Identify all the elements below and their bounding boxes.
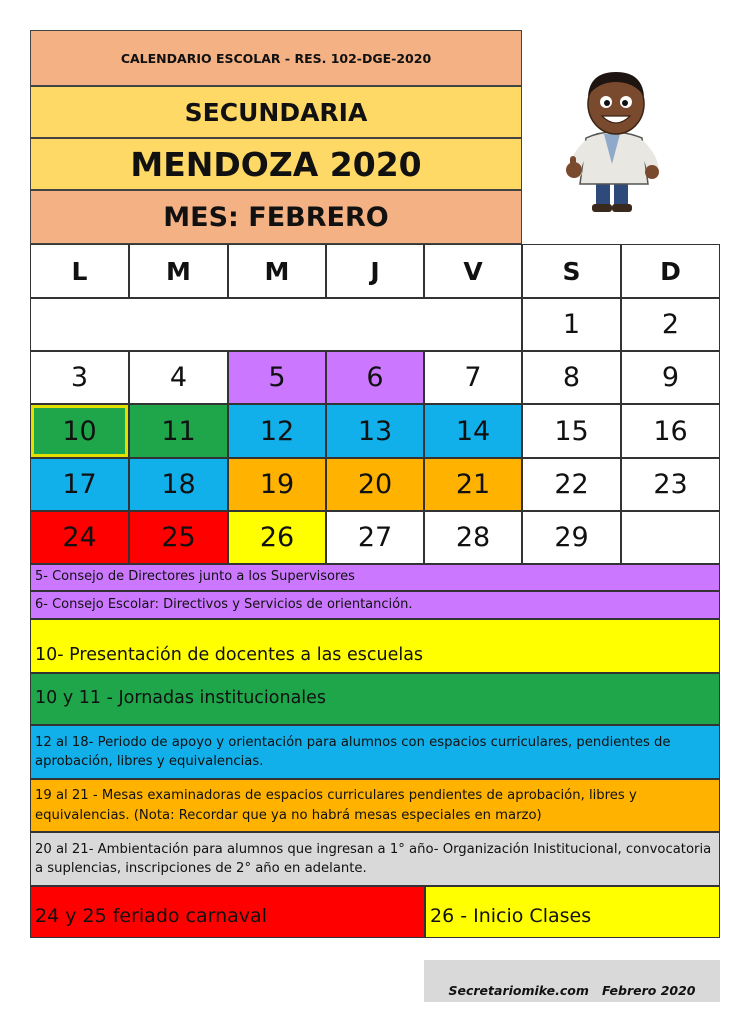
day-cell: 11	[129, 404, 228, 458]
place-header: MENDOZA 2020	[30, 138, 522, 190]
weekday-header: L	[30, 244, 129, 298]
day-cell: 14	[424, 404, 522, 458]
day-cell: 26	[228, 511, 326, 564]
day-cell: 6	[326, 351, 424, 404]
day-cell: 15	[522, 404, 621, 458]
day-cell: 25	[129, 511, 228, 564]
day-cell: 8	[522, 351, 621, 404]
weekday-header: D	[621, 244, 720, 298]
day-cell: 9	[621, 351, 720, 404]
legend-mesas: 19 al 21 - Mesas examinadoras de espacios curriculares pendientes de aprobación, libres y equivalencias. (Nota: Recordar que ya no habrá mesas especiales en marzo)	[30, 779, 720, 832]
legend-jornadas: 10 y 11 - Jornadas institucionales	[30, 673, 720, 725]
day-cell: 28	[424, 511, 522, 564]
day-cell: 29	[522, 511, 621, 564]
legend-ambientacion: 20 al 21- Ambientación para alumnos que ingresan a 1° año- Organización Inistitucional, convocatoria a suplencias, inscripciones de 2° año en adelante.	[30, 832, 720, 886]
day-cell: 20	[326, 458, 424, 511]
day-cell: 2	[621, 298, 720, 351]
day-cell: 10	[30, 404, 129, 458]
day-cell: 1	[522, 298, 621, 351]
day-cell: 23	[621, 458, 720, 511]
day-cell: 3	[30, 351, 129, 404]
day-cell: 4	[129, 351, 228, 404]
legend-periodo-apoyo: 12 al 18- Periodo de apoyo y orientación para alumnos con espacios curriculares, pendientes de aprobación, libres y equivalencias.	[30, 725, 720, 779]
day-cell: 19	[228, 458, 326, 511]
empty-cell	[621, 511, 720, 564]
footer-credit: Secretariomike.com Febrero 2020	[424, 960, 720, 1002]
day-cell: 17	[30, 458, 129, 511]
day-cell: 13	[326, 404, 424, 458]
day-cell: 18	[129, 458, 228, 511]
day-cell: 21	[424, 458, 522, 511]
day-cell: 27	[326, 511, 424, 564]
legend-consejo-directores: 5- Consejo de Directores junto a los Supervisores	[30, 564, 720, 591]
day-cell: 12	[228, 404, 326, 458]
day-cell: 24	[30, 511, 129, 564]
day-cell: 22	[522, 458, 621, 511]
legend-consejo-escolar: 6- Consejo Escolar: Directivos y Servicios de orientanción.	[30, 591, 720, 619]
legend-carnaval: 24 y 25 feriado carnaval	[30, 886, 425, 938]
month-header: MES: FEBRERO	[30, 190, 522, 244]
weekday-header: M	[228, 244, 326, 298]
weekday-header: S	[522, 244, 621, 298]
weekday-header: M	[129, 244, 228, 298]
legend-presentacion: 10- Presentación de docentes a las escuelas	[30, 619, 720, 673]
weekday-header: V	[424, 244, 522, 298]
empty-cell	[30, 298, 522, 351]
day-cell: 16	[621, 404, 720, 458]
level-header: SECUNDARIA	[30, 86, 522, 138]
legend-inicio-clases: 26 - Inicio Clases	[425, 886, 720, 938]
day-cell: 5	[228, 351, 326, 404]
day-cell: 7	[424, 351, 522, 404]
resolution-header: CALENDARIO ESCOLAR - RES. 102-DGE-2020	[30, 30, 522, 86]
weekday-header: J	[326, 244, 424, 298]
mascot-illustration	[560, 68, 672, 216]
